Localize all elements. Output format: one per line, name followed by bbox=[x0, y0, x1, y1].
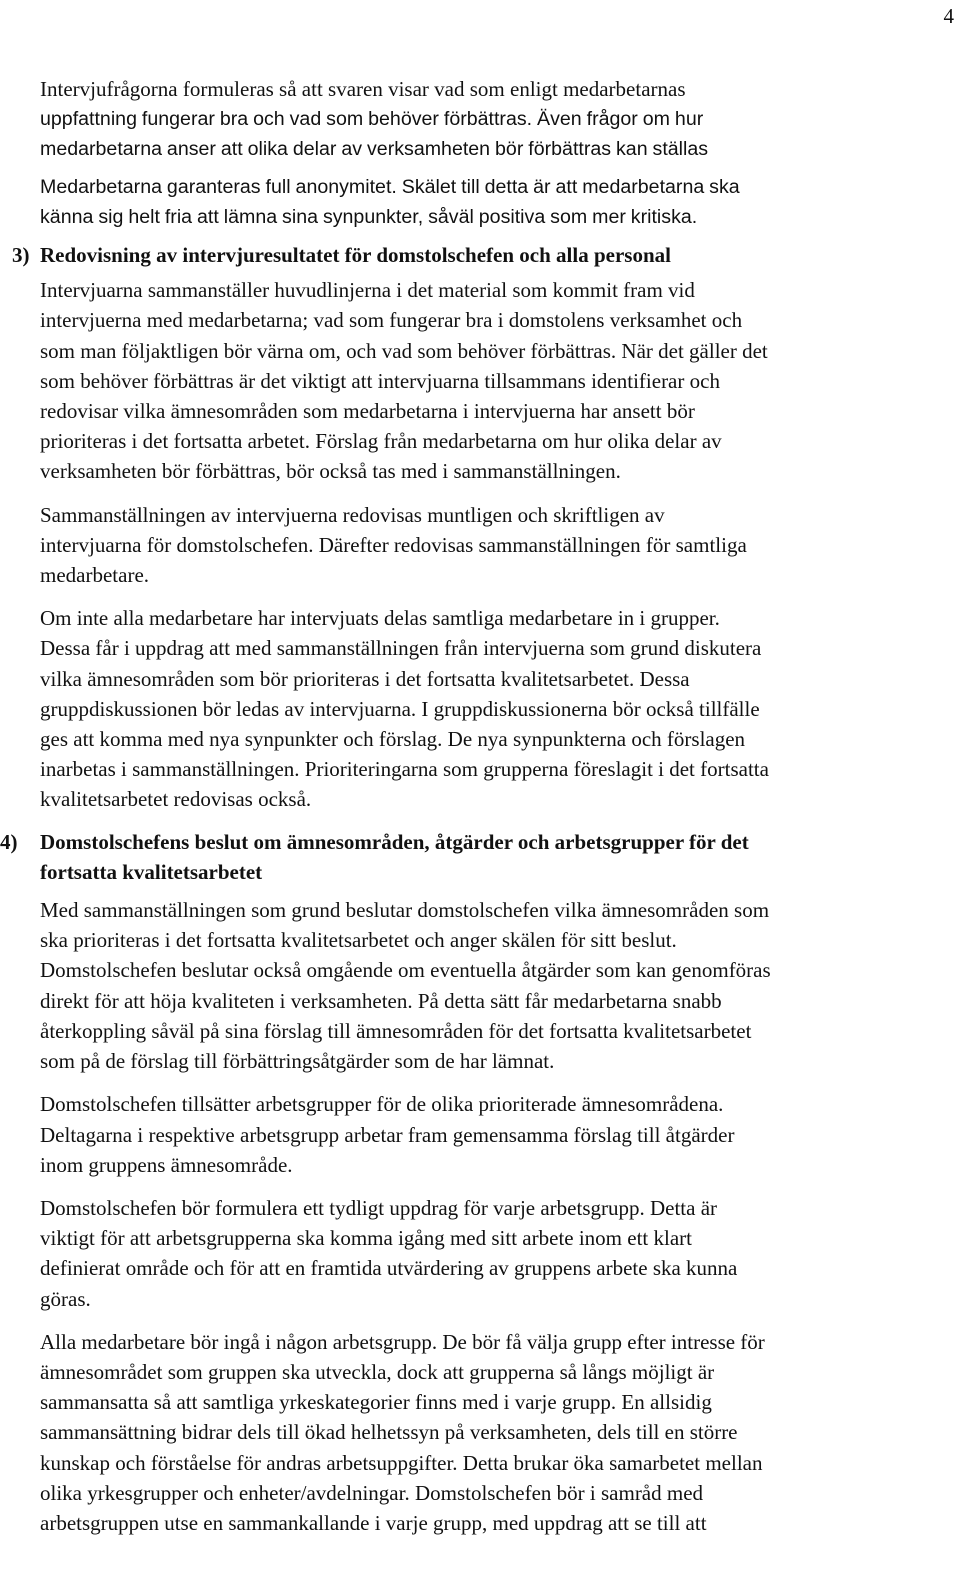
text-line: göras. bbox=[40, 1286, 91, 1311]
text-line: verksamheten bör förbättras, bör också tas med i sammanställningen. bbox=[40, 459, 621, 484]
text-line: Domstolschefen tillsätter arbetsgrupper för de olika prioriterade ämnesområdena. bbox=[40, 1092, 724, 1117]
text-line: viktigt för att arbetsgrupperna ska komma igång med sitt arbete inom ett klart bbox=[40, 1226, 692, 1251]
document-body bbox=[0, 74, 956, 1538]
text-line: sammansatta så att samtliga yrkeskategorier finns med i varje grupp. En allsidig bbox=[40, 1390, 712, 1415]
text-line: som på de förslag till förbättringsåtgärder som de har lämnat. bbox=[40, 1049, 555, 1074]
text-line: ska prioriteras i det fortsatta kvalitetsarbetet och anger skälen för sitt beslut. bbox=[40, 928, 677, 953]
text-line: definierat område och för att en framtida utvärdering av gruppens arbete ska kunna bbox=[40, 1256, 738, 1281]
text-line: Alla medarbetare bör ingå i någon arbetsgrupp. De bör få välja grupp efter intresse för bbox=[40, 1329, 765, 1354]
text-line: inarbetas i sammanställningen. Prioriteringarna som grupperna föreslagit i det fortsatta bbox=[40, 757, 769, 782]
text-line: Intervjufrågorna formuleras så att svaren visar vad som enligt medarbetarnas bbox=[40, 77, 686, 101]
text-line: känna sig helt fria att lämna sina synpunkter, såväl positiva som mer kritiska. bbox=[40, 205, 698, 228]
text-line: redovisar vilka ämnesområden som medarbetarna i intervjuerna har ansett bör bbox=[40, 399, 695, 424]
section-title-line: fortsatta kvalitetsarbetet bbox=[40, 859, 263, 884]
section-heading-4 bbox=[0, 827, 956, 887]
page-number: 4 bbox=[943, 4, 954, 28]
text-line: kunskap och förståelse för andras arbetsuppgifter. Detta brukar öka samarbetet mellan bbox=[40, 1450, 763, 1475]
text-line: ges att komma med nya synpunkter och förslag. De nya synpunkterna och förslagen bbox=[40, 727, 746, 752]
text-line: prioriteras i det fortsatta arbetet. Förslag från medarbetarna om hur olika delar av bbox=[40, 429, 722, 454]
text-line: intervjuarna för domstolschefen. Därefter redovisas sammanställningen för samtliga bbox=[40, 532, 747, 557]
paragraph-decision bbox=[40, 895, 956, 1076]
paragraph-presentation bbox=[40, 500, 956, 591]
paragraph-participation bbox=[40, 1327, 956, 1538]
text-line: Deltagarna i respektive arbetsgrupp arbetar fram gemensamma förslag till åtgärder bbox=[40, 1122, 735, 1147]
paragraph-anonymity bbox=[40, 172, 956, 232]
text-line: ämnesområdet som gruppen ska utveckla, dock att grupperna så långs möjligt är bbox=[40, 1359, 715, 1384]
paragraph-working-groups bbox=[40, 1089, 956, 1180]
text-line: gruppdiskussionen bör ledas av intervjuarna. I gruppdiskussionerna bör också tillfälle bbox=[40, 696, 760, 721]
paragraph-interview-questions bbox=[40, 74, 956, 165]
text-line: vilka ämnesområden som bör prioriteras i det fortsatta kvalitetsarbetet. Dessa bbox=[40, 666, 690, 691]
section-title bbox=[40, 827, 956, 887]
text-line: Med sammanställningen som grund beslutar domstolschefen vilka ämnesområden som bbox=[40, 898, 770, 923]
text-line: kvalitetsarbetet redovisas också. bbox=[40, 787, 312, 812]
text-line: Om inte alla medarbetare har intervjuats delas samtliga medarbetare in i grupper. bbox=[40, 606, 720, 631]
section-number: 4) bbox=[0, 829, 18, 854]
text-line: Intervjuarna sammanställer huvudlinjerna i det material som kommit fram vid bbox=[40, 278, 695, 303]
paragraph-groups bbox=[40, 603, 956, 814]
paragraph-assignment bbox=[40, 1193, 956, 1314]
text-line: intervjuerna med medarbetarna; vad som fungerar bra i domstolens verksamhet och bbox=[40, 308, 743, 333]
text-line: inom gruppens ämnesområde. bbox=[40, 1152, 293, 1177]
text-line: som behöver förbättras är det viktigt att intervjuarna tillsammans identifierar och bbox=[40, 368, 720, 393]
section-title: Redovisning av intervjuresultatet för domstolschefen och alla personal bbox=[40, 243, 671, 268]
section-number: 3) bbox=[12, 243, 30, 268]
text-line: sammansättning bidrar dels till ökad helhetssyn på verksamheten, dels till en större bbox=[40, 1420, 738, 1445]
text-line: arbetsgruppen utse en sammankallande i varje grupp, med uppdrag att se till att bbox=[40, 1510, 707, 1535]
text-line: återkoppling såväl på sina förslag till ämnesområden för det fortsatta kvalitetsarbetet bbox=[40, 1018, 752, 1043]
text-line: Domstolschefen bör formulera ett tydligt uppdrag för varje arbetsgrupp. Detta är bbox=[40, 1195, 718, 1220]
text-line: Medarbetarna garanteras full anonymitet. Skälet till detta är att medarbetarna ska bbox=[40, 175, 740, 198]
text-line: Dessa får i uppdrag att med sammanställningen från intervjuerna som grund diskutera bbox=[40, 636, 762, 661]
text-line: medarbetarna anser att olika delar av verksamheten bör förbättras kan ställas bbox=[40, 138, 709, 161]
text-line: uppfattning fungerar bra och vad som behöver förbättras. Även frågor om hur bbox=[40, 108, 704, 131]
text-line: Domstolschefen beslutar också omgående om eventuella åtgärder som kan genomföras bbox=[40, 958, 771, 983]
section-title-line: Domstolschefens beslut om ämnesområden, åtgärder och arbetsgrupper för det bbox=[40, 829, 749, 854]
text-line: olika yrkesgrupper och enheter/avdelningar. Domstolschefen bör i samråd med bbox=[40, 1480, 704, 1505]
section-heading-3 bbox=[12, 240, 956, 270]
text-line: medarbetare. bbox=[40, 563, 150, 588]
text-line: som man följaktligen bör värna om, och vad som behöver förbättras. När det gäller det bbox=[40, 338, 768, 363]
text-line: Sammanställningen av intervjuerna redovisas muntligen och skriftligen av bbox=[40, 502, 665, 527]
paragraph-summary bbox=[40, 275, 956, 486]
text-line: direkt för att höja kvaliteten i verksamheten. På detta sätt får medarbetarna snabb bbox=[40, 988, 722, 1013]
